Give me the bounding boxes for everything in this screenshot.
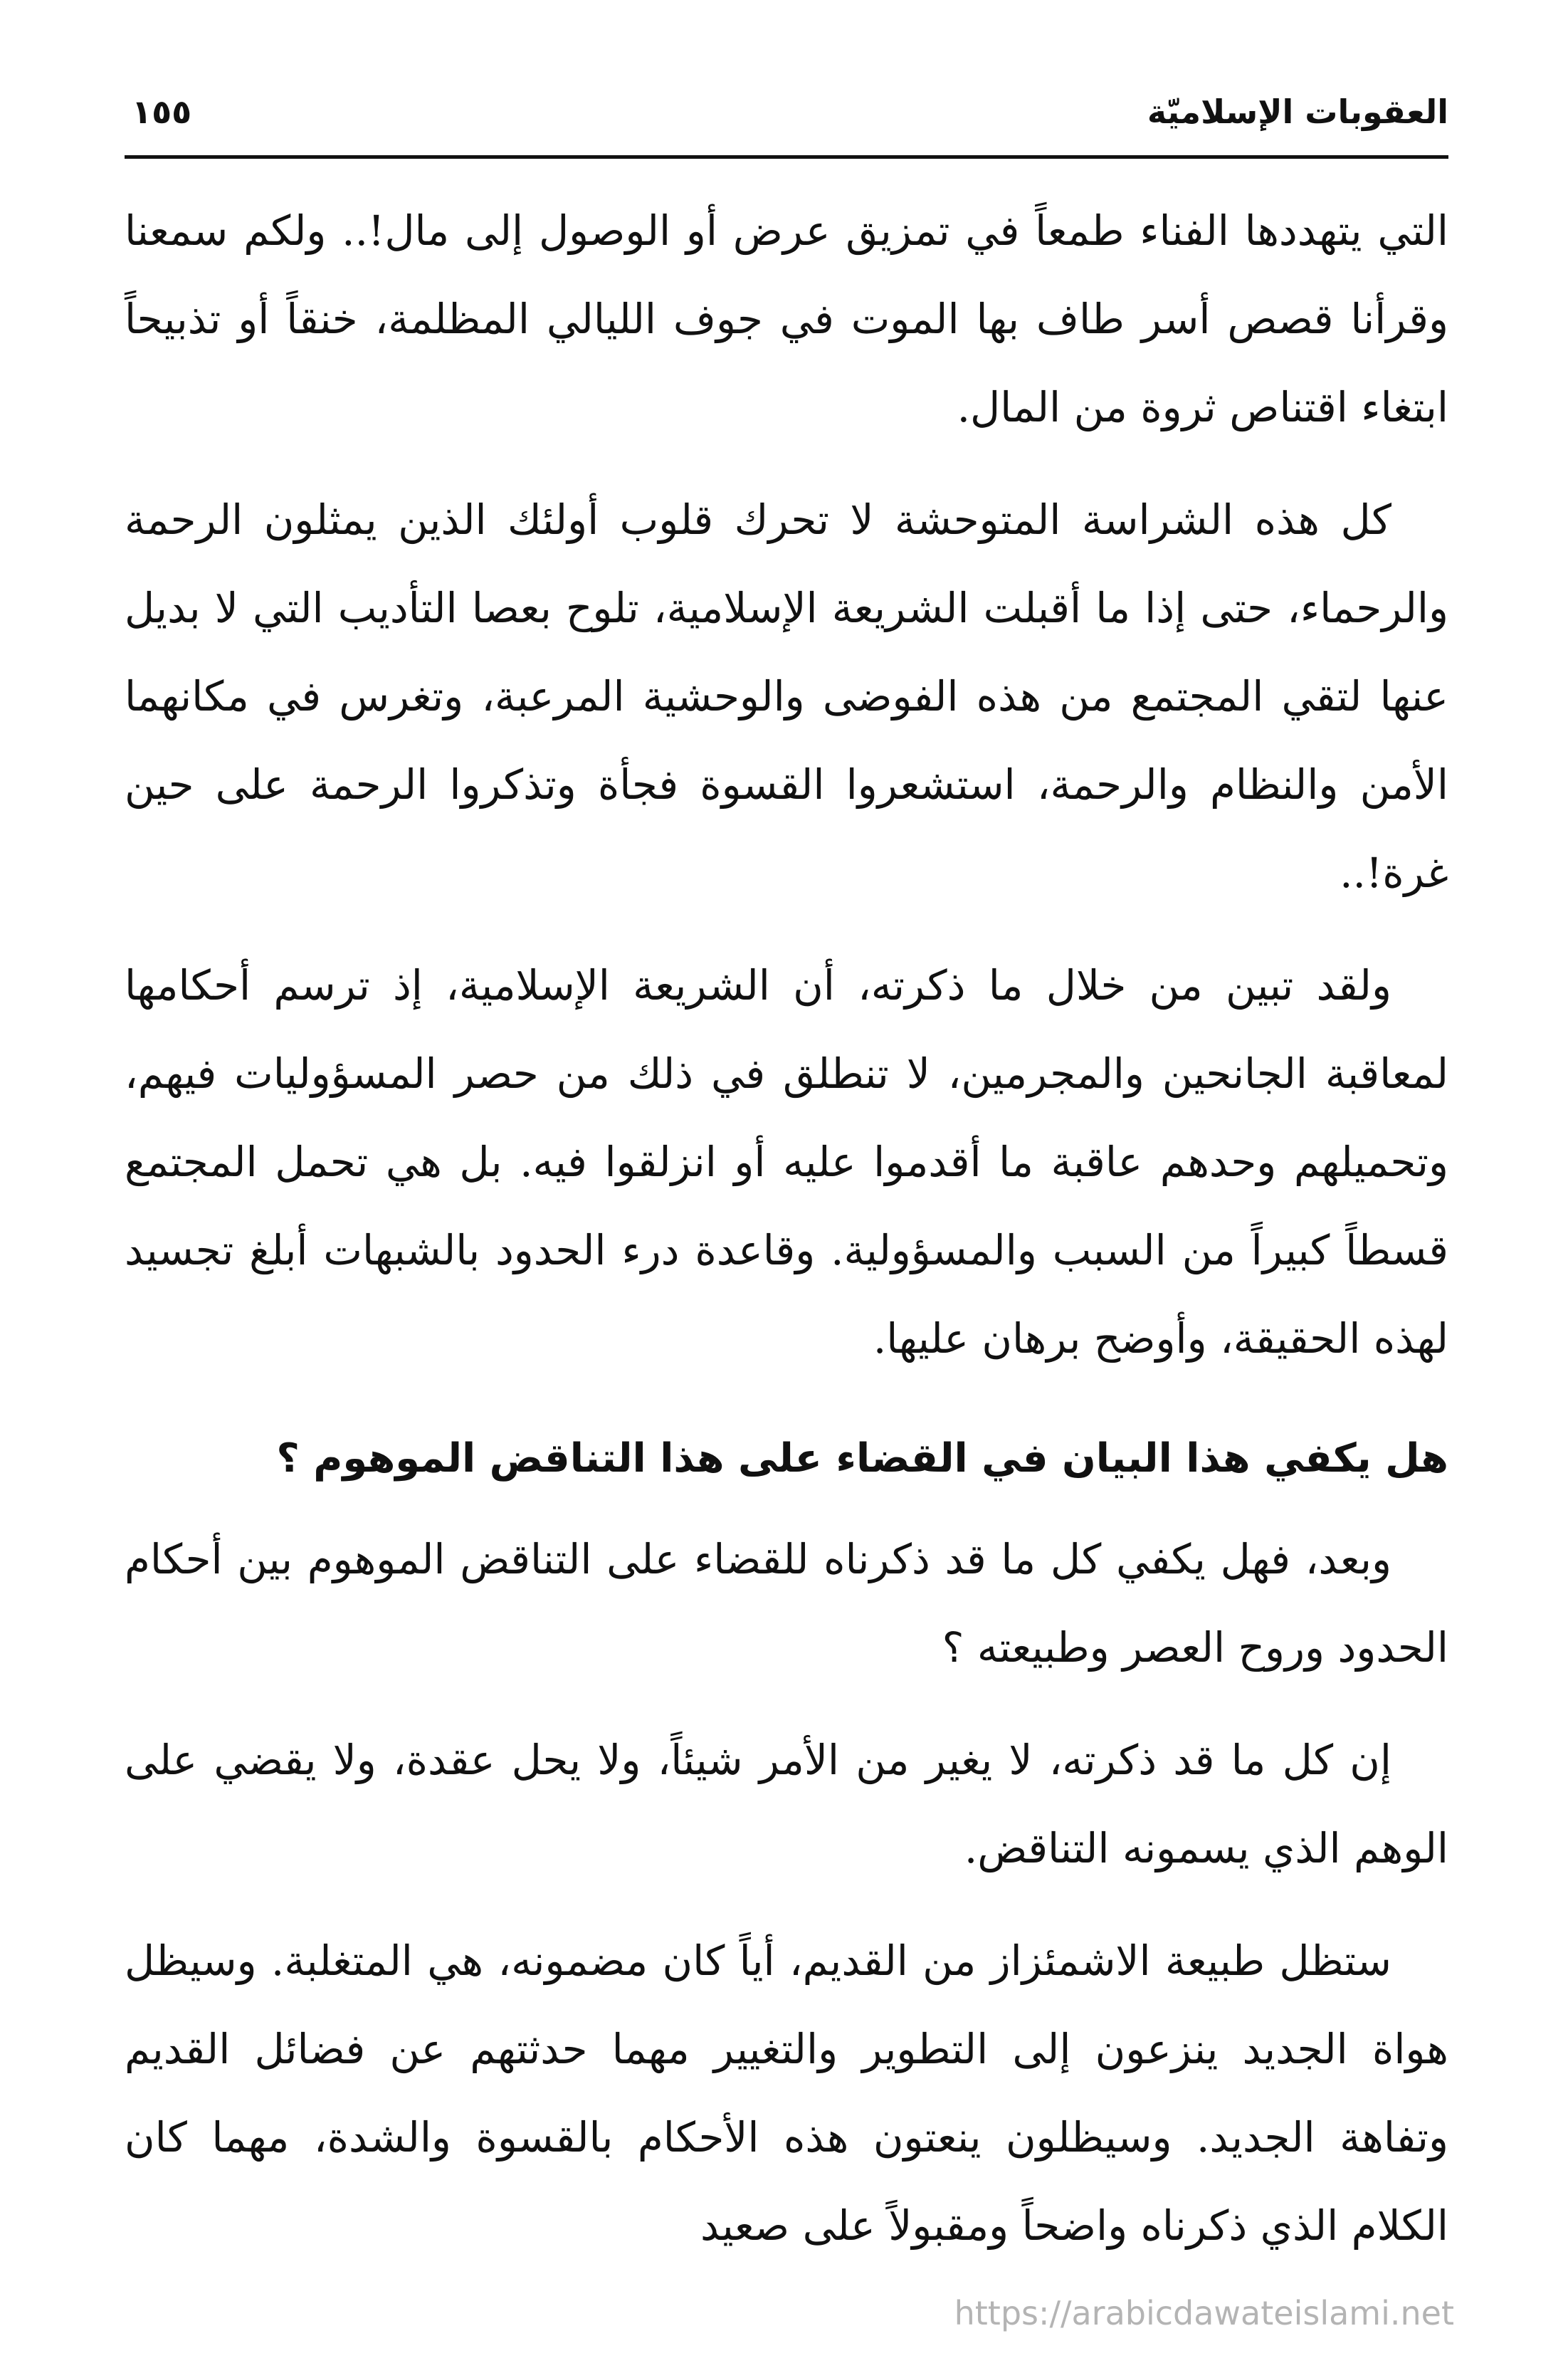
page-header [125, 78, 1448, 150]
section-paragraph-1: وبعد، فهل يكفي كل ما قد ذكرناه للقضاء على التناقض الموهوم بين أحكام الحدود وروح العصر وطبيعته ؟ [125, 1535, 1448, 1672]
paragraph-3: ولقد تبين من خلال ما ذكرته، أن الشريعة الإسلامية، إذ ترسم أحكامها لمعاقبة الجانحين والمجرمين، لا تنطلق في ذلك من حصر المسؤوليات فيهم، وتحميلهم وحدهم عاقبة ما أقدموا عليه أو انزلقوا فيه. بل هي تحمل المجتمع قسطاً كبيراً من السبب والمسؤولية. وقاعدة درء الحدود بالشبهات أبلغ تجسيد لهذه الحقيقة، وأوضح برهان عليها. [125, 961, 1448, 1363]
section-paragraph-3: ستظل طبيعة الاشمئزاز من القديم، أياً كان مضمونه، هي المتغلبة. وسيظل هواة الجديد ينزعون إلى التطوير والتغيير مهما حدثتهم عن فضائل القديم وتفاهة الجديد. وسيظلون ينعتون هذه الأحكام بالقسوة والشدة، مهما كان الكلام الذي ذكرناه واضحاً ومقبولاً على صعيد [125, 1937, 1448, 2250]
header-rule [125, 155, 1448, 159]
section-paragraph-2: إن كل ما قد ذكرته، لا يغير من الأمر شيئاً، ولا يحل عقدة، ولا يقضي على الوهم الذي يسمونه التناقض. [125, 1736, 1448, 1872]
watermark-url: https://arabicdawateislami.net [954, 2294, 1454, 2332]
paragraph-2: كل هذه الشراسة المتوحشة لا تحرك قلوب أولئك الذين يمثلون الرحمة والرحماء، حتى إذا ما أقبلت الشريعة الإسلامية، تلوح بعصا التأديب التي لا بديل عنها لتقي المجتمع من هذه الفوضى والوحشية المرعبة، وتغرس في مكانهما الأمن والنظام والرحمة، استشعروا القسوة فجأة وتذكروا الرحمة على حين غرة!.. [125, 496, 1449, 897]
running-title: العقوبات الإسلاميّة [1147, 93, 1448, 131]
paragraph-1: التي يتهددها الفناء طمعاً في تمزيق عرض أو الوصول إلى مال!.. ولكم سمعنا وقرأنا قصص أسر طاف بها الموت في جوف الليالي المظلمة، خنقاً أو تذبيحاً ابتغاء اقتناص ثروة من المال. [125, 206, 1448, 431]
page-number: ١٥٥ [132, 93, 192, 131]
section-heading: هل يكفي هذا البيان في القضاء على هذا التناقض الموهوم ؟ [276, 1435, 1448, 1482]
body-text [125, 187, 1448, 2294]
